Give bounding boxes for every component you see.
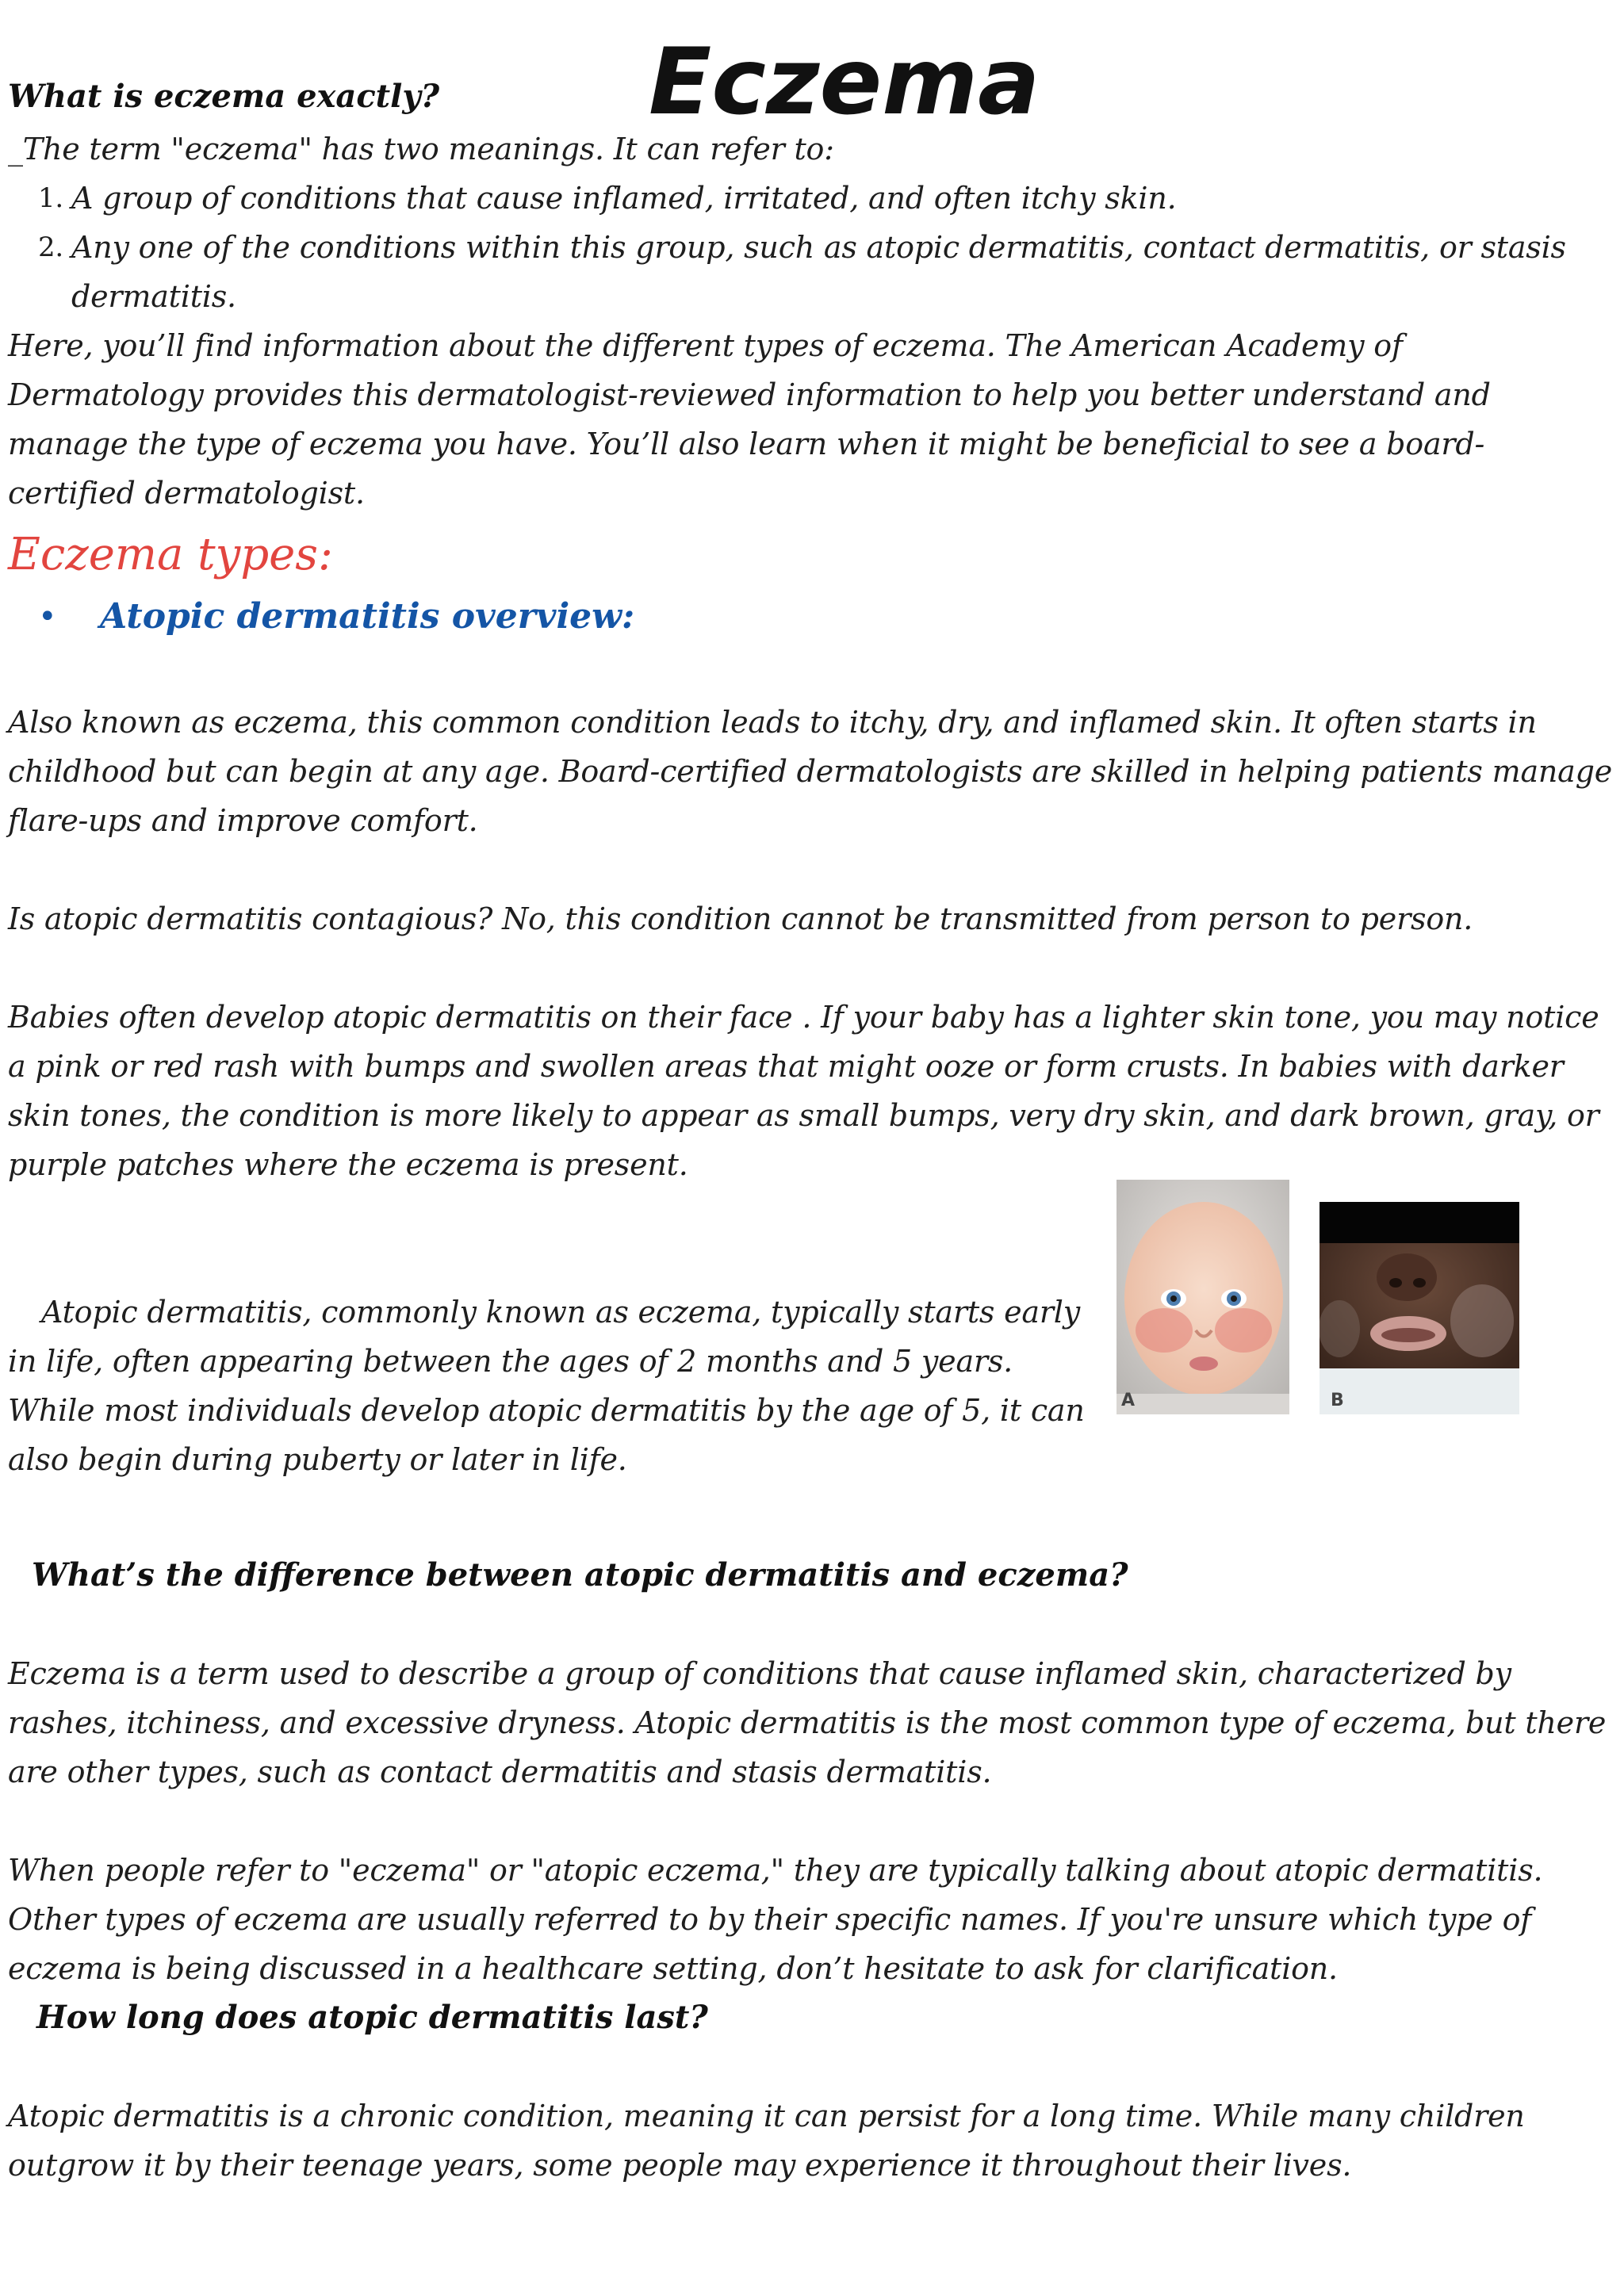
difference-heading: What’s the difference between atopic dermatitis and eczema? xyxy=(32,1556,1128,1594)
eczema-photos xyxy=(1116,1180,1519,1418)
photo-baby-light-skin xyxy=(1116,1180,1289,1414)
list-number: 2. xyxy=(38,232,64,263)
intro-body: Here, you’ll find information about the different types of eczema. The American Academy of Dermatology provides this dermatologist-reviewed information to help you better understand and manage the type of eczema you have. You’ll also learn when it might be beneficial to see a board-certified dermatologist. xyxy=(8,328,1491,511)
babies-paragraph: Babies often develop atopic dermatitis on their face . If your baby has a lighter skin tone, you may notice a pink or red rash with bumps and swollen areas that might ooze or form crusts. In babies with darker skin tones, the condition is more likely to appear as small bumps, very dry skin, and dark brown, gray, or purple patches where the eczema is present. xyxy=(8,1000,1599,1182)
difference-paragraph-1: Eczema is a term used to describe a group of conditions that cause inflamed skin, characterized by rashes, itchiness, and excessive dryness. Atopic dermatitis is the most common type of eczema, but there are other types, such as contact dermatitis and stasis dermatitis. xyxy=(8,1656,1607,1789)
eczema-types-heading: Eczema types: xyxy=(8,529,333,580)
meaning-item-2 xyxy=(38,223,1624,321)
intro-question-heading: What is eczema exactly? xyxy=(8,78,440,115)
panel-label-b: B xyxy=(1331,1391,1344,1410)
baby-face-illustration xyxy=(1116,1180,1289,1414)
photo-child-dark-skin xyxy=(1320,1202,1519,1414)
panel-label-a: A xyxy=(1121,1391,1136,1410)
meaning-text: A group of conditions that cause inflamed, irritated, and often itchy skin. xyxy=(71,181,1177,216)
meanings-list xyxy=(8,174,1624,321)
page-title: Eczema xyxy=(649,29,1040,136)
duration-paragraph: Atopic dermatitis is a chronic condition, meaning it can persist for a long time. While many children outgrow it by their teenage years, some people may experience it throughout their lives. xyxy=(8,2099,1525,2183)
onset-paragraph: Atopic dermatitis, commonly known as eczema, typically starts early in life, often appearing between the ages of 2 months and 5 years. While most individuals develop atopic dermatitis by the age of 5, it can also begin during puberty or later in life. xyxy=(8,1295,1085,1477)
difference-paragraph-2: When people refer to "eczema" or "atopic eczema," they are typically talking about atopic dermatitis. Other types of eczema are usually referred to by their specific names. If you're unsure which type of eczema is being discussed in a healthcare setting, don’t hesitate to ask for clarification. xyxy=(8,1853,1543,1986)
meaning-text: Any one of the conditions within this group, such as atopic dermatitis, contact dermatitis, or stasis dermatitis. xyxy=(71,230,1566,314)
intro-lead: _The term "eczema" has two meanings. It can refer to: xyxy=(8,132,834,166)
contagious-paragraph: Is atopic dermatitis contagious? No, this condition cannot be transmitted from person to person. xyxy=(8,901,1473,936)
duration-heading: How long does atopic dermatitis last? xyxy=(36,1999,708,2036)
atopic-overview-heading: Atopic dermatitis overview: xyxy=(100,596,635,637)
meaning-item-1 xyxy=(38,174,1624,223)
overview-paragraph: Also known as eczema, this common condition leads to itchy, dry, and inflamed skin. It often starts in childhood but can begin at any age. Board-certified dermatologists are skilled in helping patients manage flare-ups and improve comfort. xyxy=(8,705,1613,838)
child-face-illustration xyxy=(1320,1202,1519,1414)
bullet-icon: • xyxy=(38,599,57,635)
list-number: 1. xyxy=(38,182,64,214)
